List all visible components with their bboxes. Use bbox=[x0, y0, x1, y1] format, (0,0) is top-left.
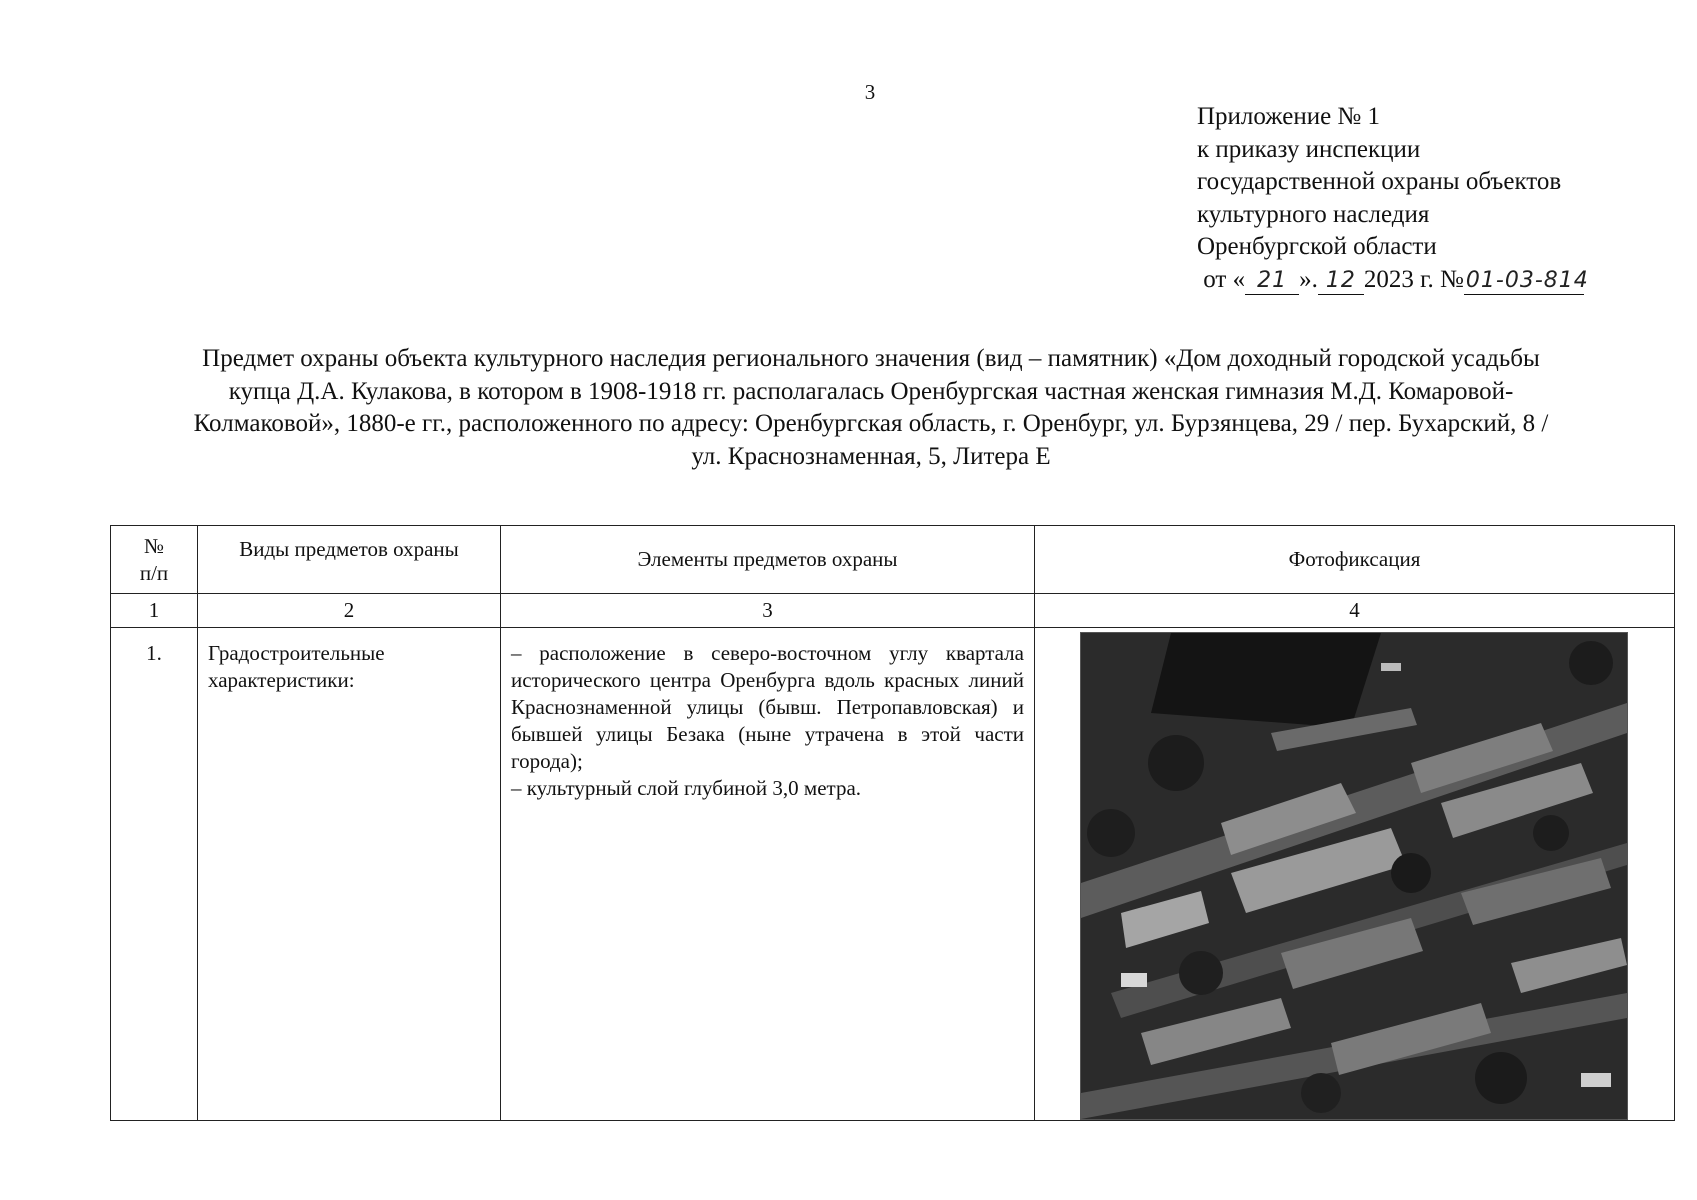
row-photo bbox=[1035, 628, 1675, 1121]
table-row bbox=[111, 628, 1675, 1121]
table-header-row bbox=[111, 526, 1675, 594]
header-photo: Фотофиксация bbox=[1035, 526, 1675, 594]
row-kind-line: характеристики: bbox=[208, 668, 355, 692]
column-number-row bbox=[111, 594, 1675, 628]
column-number: 3 bbox=[501, 594, 1035, 628]
row-elements bbox=[501, 628, 1035, 1121]
protection-subject-table bbox=[110, 525, 1675, 1121]
header-no-line2: п/п bbox=[139, 560, 169, 585]
handwritten-order-number: 01-03-814 bbox=[1465, 267, 1589, 293]
appendix-line: к приказу инспекции bbox=[1197, 135, 1421, 163]
handwritten-month: 12 bbox=[1318, 268, 1364, 295]
row-kind-line: Градостроительные bbox=[208, 641, 385, 665]
header-kind: Виды предметов охраны bbox=[198, 526, 501, 594]
row-number: 1. bbox=[111, 628, 198, 1121]
appendix-line: Приложение № 1 bbox=[1197, 103, 1381, 130]
handwritten-day: 21 bbox=[1245, 268, 1299, 295]
title-line: ул. Краснознаменная, 5, Литера Е bbox=[691, 442, 1051, 470]
header-elements: Элементы предметов охраны bbox=[501, 526, 1035, 594]
title-line: Предмет охраны объекта культурного наследия регионального значения (вид – памятник) «Дом доходный городской усадьбы bbox=[202, 345, 1540, 372]
title-line: Колмаковой», 1880-е гг., расположенного по адресу: Оренбургская область, г. Оренбург, ул. Бурзянцева, 29 / пер. Бухарский, 8 / bbox=[193, 410, 1549, 437]
date-mid: ». bbox=[1299, 265, 1318, 293]
date-prefix: от « bbox=[1203, 265, 1246, 293]
title-line: купца Д.А. Кулакова, в котором в 1908-1918 гг. располагалась Оренбургская частная женская гимназия М.Д. Комаровой- bbox=[228, 377, 1514, 405]
column-number: 1 bbox=[111, 594, 198, 628]
appendix-line: государственной охраны объектов bbox=[1197, 168, 1562, 195]
column-number: 2 bbox=[198, 594, 501, 628]
appendix-date-line bbox=[1197, 264, 1667, 297]
date-year: 2023 г. № bbox=[1363, 265, 1464, 293]
header-no bbox=[111, 526, 198, 594]
page-number: 3 bbox=[864, 80, 876, 104]
element-item: – расположение в северо-восточном углу квартала исторического центра Оренбурга вдоль красных линий Краснознаменной улицы (бывш. Петропавловская) и бывшей улицы Безака (ныне утрачена в этой части города); bbox=[511, 641, 1024, 773]
row-kind bbox=[198, 628, 501, 1121]
appendix-block bbox=[1197, 101, 1667, 296]
appendix-line: культурного наследия bbox=[1197, 200, 1430, 228]
header-no-line1: № bbox=[143, 533, 165, 558]
element-item: – культурный слой глубиной 3,0 метра. bbox=[511, 776, 862, 800]
appendix-line: Оренбургской области bbox=[1197, 233, 1437, 260]
aerial-photo bbox=[1080, 632, 1628, 1120]
document-title bbox=[72, 343, 1670, 473]
aerial-photo-image bbox=[1081, 633, 1627, 1119]
column-number: 4 bbox=[1035, 594, 1675, 628]
